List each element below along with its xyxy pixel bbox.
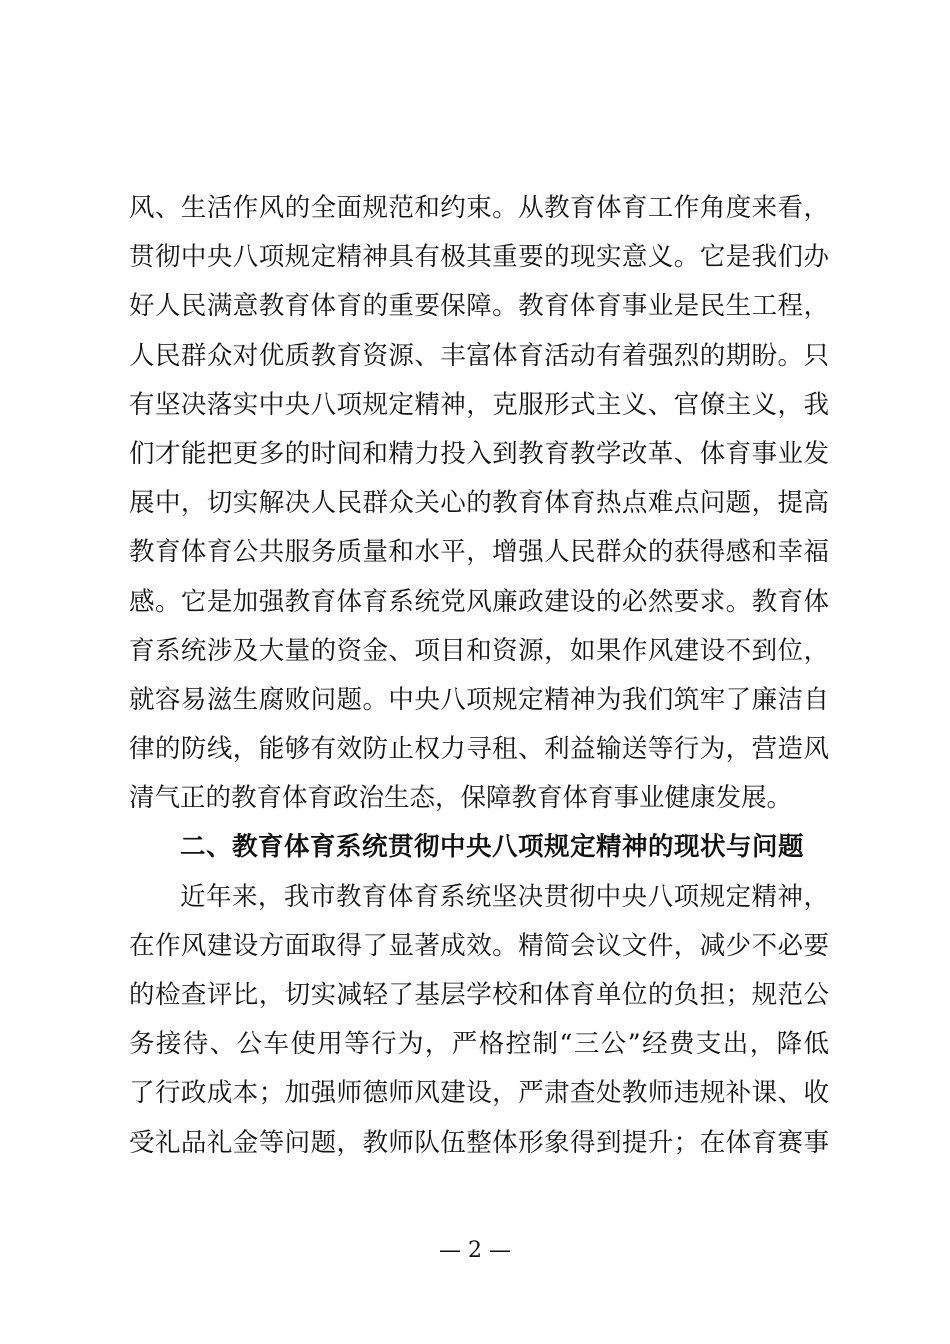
text-line: 感。它是加强教育体育系统党风廉政建设的必然要求。教育体 bbox=[129, 586, 829, 617]
text-line: 律的防线，能够有效防止权力寻租、利益输送等行为，营造风 bbox=[129, 734, 829, 765]
text-line: 有坚决落实中央八项规定精神，克服形式主义、官僚主义，我 bbox=[129, 389, 829, 420]
document-body bbox=[129, 184, 829, 1168]
text-line: 好人民满意教育体育的重要保障。教育体育事业是民生工程， bbox=[129, 291, 829, 322]
text-line: 风、生活作风的全面规范和约束。从教育体育工作角度来看， bbox=[129, 193, 829, 223]
paragraph-2 bbox=[129, 873, 829, 1168]
text-line: 们才能把更多的时间和精力投入到教育教学改革、体育事业发 bbox=[129, 438, 829, 469]
paragraph-1 bbox=[129, 184, 829, 823]
text-line: 教育体育公共服务质量和水平，增强人民群众的获得感和幸福 bbox=[129, 537, 829, 568]
text-line: 展中，切实解决人民群众关心的教育体育热点难点问题，提高 bbox=[129, 488, 829, 519]
text-line: 清气正的教育体育政治生态，保障教育体育事业健康发展。 bbox=[129, 783, 793, 814]
text-line: 了行政成本；加强师德师风建设，严肃查处教师违规补课、收 bbox=[129, 1078, 829, 1109]
text-line: 近年来，我市教育体育系统坚决贯彻中央八项规定精神， bbox=[180, 881, 829, 912]
text-line: 就容易滋生腐败问题。中央八项规定精神为我们筑牢了廉洁自 bbox=[129, 684, 829, 715]
text-line: 贯彻中央八项规定精神具有极其重要的现实意义。它是我们办 bbox=[129, 242, 829, 273]
text-line: 在作风建设方面取得了显著成效。精简会议文件，减少不必要 bbox=[129, 930, 829, 961]
text-line: 务接待、公车使用等行为，严格控制“三公”经费支出，降低 bbox=[129, 1029, 829, 1060]
text-line: 受礼品礼金等问题，教师队伍整体形象得到提升；在体育赛事 bbox=[129, 1127, 829, 1158]
section-heading: 二、教育体育系统贯彻中央八项规定精神的现状与问题 bbox=[180, 832, 805, 863]
page-number: — 2 — bbox=[439, 1238, 511, 1263]
text-line: 人民群众对优质教育资源、丰富体育活动有着强烈的期盼。只 bbox=[129, 340, 829, 371]
text-line: 的检查评比，切实减轻了基层学校和体育单位的负担；规范公 bbox=[129, 980, 829, 1010]
text-line: 育系统涉及大量的资金、项目和资源，如果作风建设不到位， bbox=[129, 635, 829, 666]
